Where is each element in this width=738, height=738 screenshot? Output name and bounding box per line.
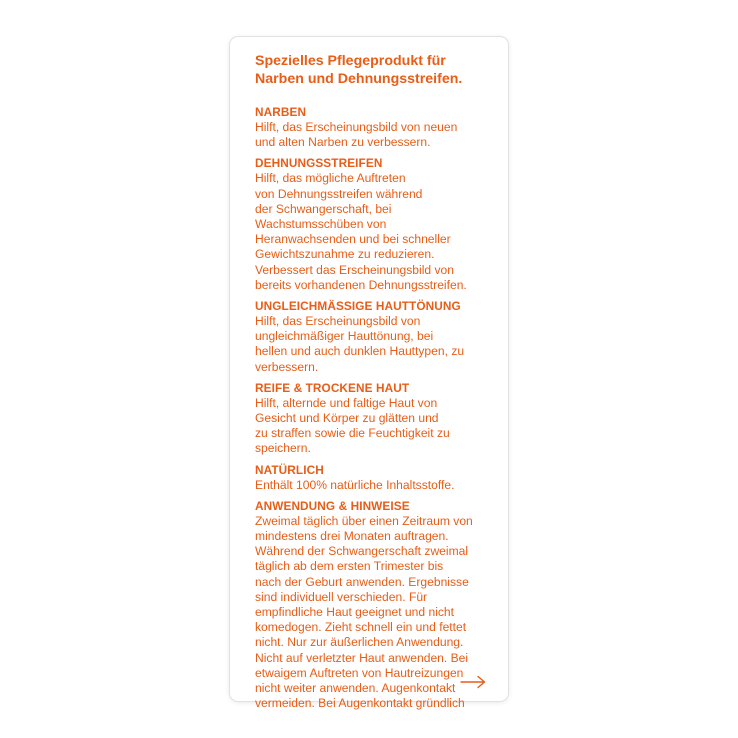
- section-text: Hilft, das mögliche Auftreten von Dehnungsstreifen während der Schwangerschaft, bei Wachstumsschüben von Heranwachsenden und bei schneller Gewichtszunahme zu reduzieren. Verbessert das Erscheinungsbild von bereits vorhandenen Dehnungsstreifen.: [255, 171, 467, 292]
- section-title: NARBEN: [255, 105, 307, 119]
- section-natuerlich: [255, 463, 505, 493]
- section-text: Hilft, das Erscheinungsbild von neuen und alten Narben zu verbessern.: [255, 120, 458, 150]
- section-title: REIFE & TROCKENE HAUT: [255, 380, 410, 395]
- section-dehnungsstreifen: [255, 156, 505, 293]
- section-reife-haut: [255, 381, 505, 457]
- section-hauttoenung: [255, 299, 505, 375]
- section-text: Zweimal täglich über einen Zeitraum von mindestens drei Monaten auftragen. Während der Schwangerschaft zweimal täglich ab dem ersten Trimester bis nach der Geburt anwenden. Ergebnisse sind individuell verschieden. Für empfindliche Haut geeignet und nicht komedogen. Zieht schnell ein und fettet nicht. Nur zur äußerlichen Anwendung. Nicht auf verletzter Haut anwenden. Bei etwaigem Auftreten von Hautreizungen nicht weiter anwenden. Augenkontakt vermeiden. Bei Augenkontakt gründlich: [255, 513, 473, 711]
- section-text: Hilft, alternde und faltige Haut von Gesicht und Körper zu glätten und zu straffen sowie die Feuchtigkeit zu speichern.: [255, 395, 450, 456]
- product-headline: Spezielles Pflegeprodukt für Narben und Dehnungsstreifen.: [255, 53, 463, 87]
- section-narben: [255, 105, 505, 150]
- section-title: ANWENDUNG & HINWEISE: [255, 498, 410, 513]
- panel-content: [255, 52, 505, 718]
- section-title: DEHNUNGSSTREIFEN: [255, 156, 383, 171]
- section-text: Enthält 100% natürliche Inhaltsstoffe.: [255, 477, 455, 492]
- product-box-side-panel: [230, 37, 508, 711]
- arrow-right-icon: [460, 675, 486, 689]
- section-title: UNGLEICHMÄSSIGE HAUTTÖNUNG: [255, 299, 461, 314]
- section-text: Hilft, das Erscheinungsbild von ungleichmäßiger Hauttönung, bei hellen und auch dunklen Hauttypen, zu verbessern.: [255, 314, 465, 374]
- section-title: NATÜRLICH: [255, 462, 324, 477]
